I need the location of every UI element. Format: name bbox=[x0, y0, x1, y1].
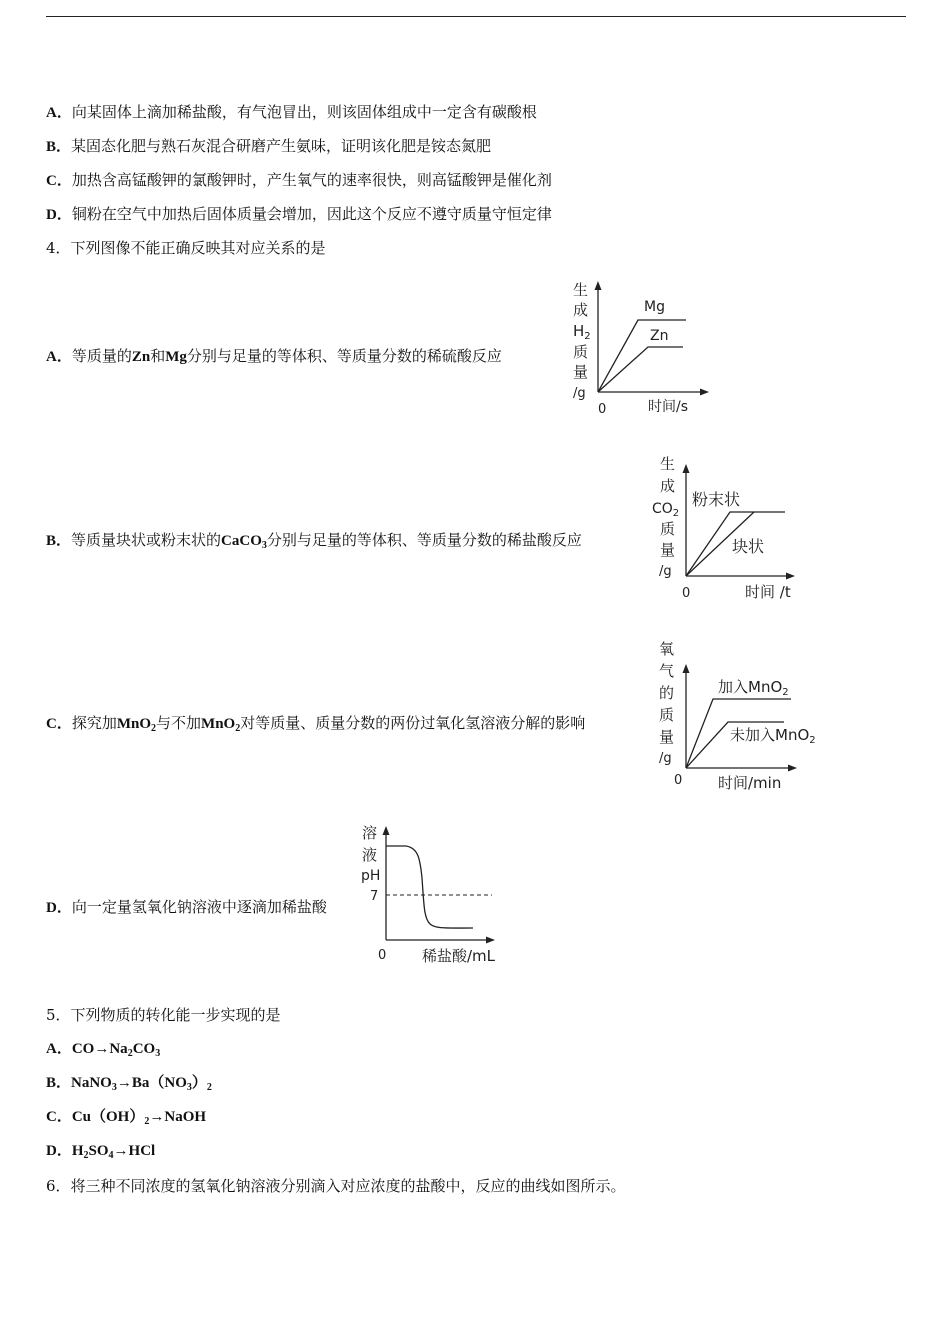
x-label: 稀盐酸/mL bbox=[422, 947, 496, 965]
origin-label: 0 bbox=[378, 948, 387, 963]
x-axis-arrow-icon bbox=[486, 937, 495, 944]
q6-stem: 6．将三种不同浓度的氢氧化钠溶液分别滴入对应浓度的盐酸中，反应的曲线如图所示。 bbox=[46, 1177, 626, 1195]
chem-part: H bbox=[71, 1143, 84, 1159]
option-label: D． bbox=[46, 1143, 72, 1159]
y-axis-arrow-icon bbox=[383, 826, 390, 835]
x-label: 时间/s bbox=[648, 399, 689, 415]
y-label-chem: $H_2$ bbox=[573, 322, 591, 342]
series-label-powder: 粉末状 bbox=[692, 490, 741, 509]
y-label-char: 液 bbox=[362, 846, 378, 864]
chem-mno2: MnO$_2$ bbox=[116, 716, 157, 734]
origin-label: 0 bbox=[598, 402, 607, 417]
chem-caco3: CaCO$_3$ bbox=[221, 533, 267, 551]
option-label: C． bbox=[46, 173, 72, 189]
graph-d bbox=[360, 818, 510, 968]
arrow-icon: → bbox=[116, 1075, 132, 1091]
option-label: A． bbox=[46, 1041, 72, 1057]
y-label-char: 气 bbox=[659, 662, 675, 680]
q5-option-a: A．$CO\to Na_2CO_3$ bbox=[46, 1041, 161, 1059]
option-label: C． bbox=[46, 716, 72, 732]
y-label-char: 氧 bbox=[659, 640, 675, 658]
y-axis-arrow-icon bbox=[595, 281, 602, 290]
option-text-part: 与不加 bbox=[156, 714, 202, 732]
x-axis-arrow-icon bbox=[700, 389, 709, 396]
option-text: 向一定量氢氧化钠溶液中逐滴加稀盐酸 bbox=[71, 898, 327, 916]
origin-label: 0 bbox=[682, 586, 691, 601]
option-text: 铜粉在空气中加热后固体质量会增加，因此这个反应不遵守质量守恒定律 bbox=[71, 205, 552, 223]
option-label: D． bbox=[46, 900, 72, 916]
chem-mg: Mg bbox=[165, 349, 187, 365]
option-label: A． bbox=[46, 349, 72, 365]
option-label: C． bbox=[46, 1109, 72, 1125]
option-text-part: 分别与足量的等体积、等质量分数的稀硫酸反应 bbox=[186, 347, 502, 365]
arrow-icon: → bbox=[113, 1143, 129, 1159]
option-text: 某固态化肥与熟石灰混合研磨产生氨味，证明该化肥是铵态氮肥 bbox=[71, 137, 492, 155]
y-label-char: 质 bbox=[660, 520, 676, 538]
y-label-char: 生 bbox=[660, 455, 676, 473]
tick-label-7: 7 bbox=[370, 889, 379, 904]
graph-a bbox=[568, 280, 718, 420]
option-label: B． bbox=[46, 1075, 72, 1091]
y-label-char: 质 bbox=[573, 343, 589, 361]
x-label: 时间/min bbox=[718, 774, 782, 792]
chem-zn: Zn bbox=[131, 349, 151, 365]
option-text-part: 等质量块状或粉末状的 bbox=[71, 531, 222, 549]
q5-stem: 5．下列物质的转化能一步实现的是 bbox=[46, 1006, 281, 1024]
y-label-char: 溶 bbox=[362, 824, 378, 842]
option-label: A． bbox=[46, 105, 72, 121]
chem-part: Na bbox=[109, 1041, 128, 1057]
q4-stem: 4．下列图像不能正确反映其对应关系的是 bbox=[46, 239, 326, 257]
q4-option-d bbox=[46, 897, 327, 918]
series-label-mg: Mg bbox=[644, 299, 665, 315]
chem-part: HCl bbox=[128, 1143, 156, 1159]
series-label-lump: 块状 bbox=[732, 537, 765, 556]
chem-part: CO bbox=[132, 1041, 156, 1057]
series-label-without-mno2: 未加入MnO$_2$ bbox=[730, 726, 816, 746]
q3-option-d bbox=[46, 204, 552, 225]
series-label-zn: Zn bbox=[650, 328, 669, 344]
chem-mno2: MnO$_2$ bbox=[201, 716, 241, 734]
y-label-char: 质 bbox=[659, 706, 675, 724]
q5-option-c: C．$Cu(OH)_2\to NaOH$ bbox=[46, 1109, 207, 1127]
y-label-unit: /g bbox=[659, 564, 672, 579]
y-axis-arrow-icon bbox=[683, 664, 690, 673]
chem-part: CO bbox=[71, 1041, 95, 1057]
option-text-part: 和 bbox=[150, 347, 166, 365]
arrow-icon: → bbox=[149, 1109, 165, 1125]
y-label-char: 的 bbox=[659, 684, 675, 702]
option-text: 向某固体上滴加稀盐酸，有气泡冒出，则该固体组成中一定含有碳酸根 bbox=[71, 103, 537, 121]
x-axis-arrow-icon bbox=[788, 765, 797, 772]
y-label-unit: /g bbox=[659, 751, 672, 766]
y-label-char: 成 bbox=[660, 477, 676, 495]
y-label-char: 量 bbox=[659, 728, 675, 746]
y-label-char: 量 bbox=[660, 541, 676, 559]
x-axis-arrow-icon bbox=[786, 573, 795, 580]
y-label-ph: pH bbox=[361, 868, 381, 884]
y-label-char: 量 bbox=[573, 363, 589, 381]
chem-part: SO bbox=[88, 1143, 109, 1159]
chem-part: NaNO bbox=[71, 1075, 112, 1091]
x-label: 时间 /t bbox=[745, 583, 791, 601]
curve-mg bbox=[598, 320, 686, 392]
q3-option-c bbox=[46, 170, 552, 191]
option-text: 加热含高锰酸钾的氯酸钾时，产生氧气的速率很快，则高锰酸钾是催化剂 bbox=[71, 171, 552, 189]
q4-option-c bbox=[46, 713, 585, 734]
option-label: B． bbox=[46, 139, 72, 155]
chem-part: NaOH bbox=[164, 1109, 207, 1125]
option-text-part: 对等质量、质量分数的两份过氧化氢溶液分解的影响 bbox=[240, 714, 586, 732]
y-label-char: 生 bbox=[573, 281, 589, 299]
option-label: B． bbox=[46, 533, 72, 549]
arrow-icon: → bbox=[94, 1041, 110, 1057]
q5-option-d: D．$H_2SO_4\to HCl$ bbox=[46, 1143, 156, 1161]
option-text-part: 探究加 bbox=[71, 714, 117, 732]
option-label: D． bbox=[46, 207, 72, 223]
q5-option-b: B．$NaNO_3\to Ba(NO_3)_2$ bbox=[46, 1075, 212, 1093]
chem-part: Cu（OH） bbox=[71, 1109, 145, 1125]
chem-part: ） bbox=[191, 1075, 207, 1091]
graph-c bbox=[656, 636, 836, 796]
q4-option-a bbox=[46, 346, 502, 367]
y-label-unit: /g bbox=[573, 386, 586, 401]
y-axis-arrow-icon bbox=[683, 464, 690, 473]
q3-option-b bbox=[46, 136, 491, 157]
option-text-part: 等质量的 bbox=[71, 347, 132, 365]
q3-option-a bbox=[46, 102, 537, 123]
series-label-with-mno2: 加入MnO$_2$ bbox=[718, 678, 789, 698]
option-text-part: 分别与足量的等体积、等质量分数的稀盐酸反应 bbox=[266, 531, 582, 549]
chem-part: Ba（NO bbox=[131, 1075, 187, 1091]
graph-b bbox=[650, 454, 810, 604]
header-rule bbox=[46, 16, 906, 17]
q4-option-b bbox=[46, 530, 582, 551]
y-label-char: 成 bbox=[573, 301, 589, 319]
origin-label: 0 bbox=[674, 773, 683, 788]
y-label-chem: $CO_2$ bbox=[652, 501, 680, 519]
ph-curve bbox=[386, 846, 473, 928]
